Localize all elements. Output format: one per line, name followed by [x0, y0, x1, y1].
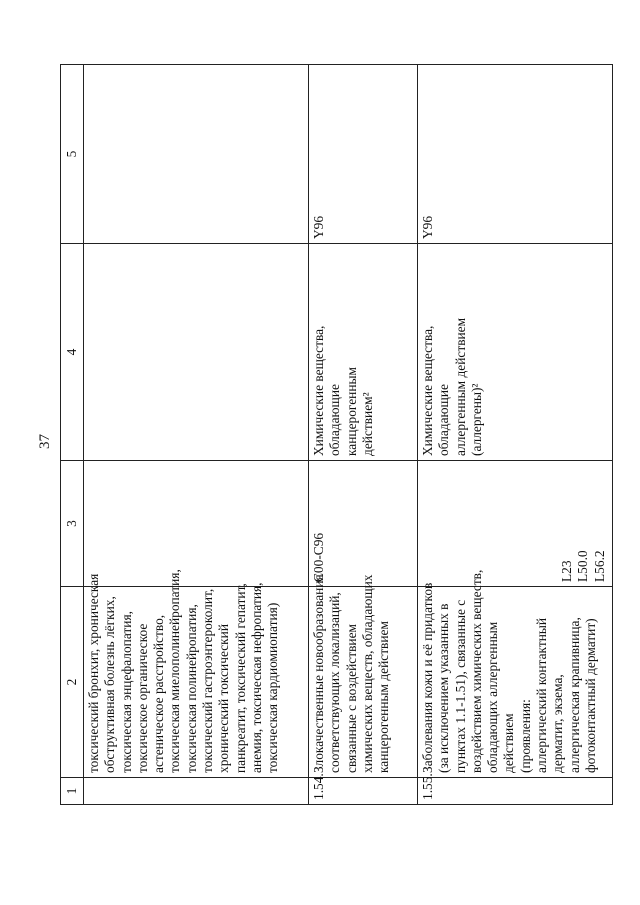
header-col-3: 3	[61, 461, 84, 587]
disease-line: соответствующих локализаций,	[327, 592, 343, 773]
factor-line: Химические вещества,	[311, 325, 326, 456]
disease-table	[60, 64, 613, 805]
disease-line: хронический токсический	[216, 623, 232, 773]
row-number-cell: 1.54.	[309, 778, 418, 805]
factor-cell	[309, 244, 418, 461]
disease-table-rotated	[60, 70, 607, 805]
icd-code: L56.2	[591, 550, 607, 582]
exposure-cell: Y96	[309, 65, 418, 244]
disease-cell	[309, 574, 418, 778]
code-cell	[418, 461, 613, 587]
factor-line: (аллергены)²	[468, 383, 484, 456]
disease-cell	[84, 569, 309, 778]
factor-line: Химические вещества,	[420, 325, 435, 456]
disease-line: аллергический контактный	[534, 617, 550, 773]
header-col-2: 2	[61, 587, 84, 778]
disease-line: Заболевания кожи и её придатков	[420, 582, 435, 773]
disease-line: аллергическая крапивница,	[566, 617, 582, 773]
row-number-cell	[84, 778, 309, 805]
disease-line: воздействием химических веществ,	[468, 569, 484, 773]
icd-code: L50.0	[575, 550, 591, 582]
disease-line: Злокачественные новообразования	[311, 574, 326, 773]
disease-line: токсическая кардиомиопатия)	[265, 602, 281, 773]
code-cell	[84, 461, 309, 587]
header-col-5: 5	[61, 65, 84, 244]
disease-line: (проявления:	[517, 699, 533, 773]
code-list	[559, 550, 608, 582]
disease-line: дерматит, экзема,	[550, 674, 566, 773]
disease-line: обладающих аллергенным	[485, 621, 501, 773]
header-row	[61, 65, 84, 805]
disease-line: токсический бронхит, хроническая	[86, 573, 101, 773]
icd-code: C00-C96	[311, 532, 326, 582]
factor-line: аллергенным действием	[452, 317, 468, 456]
page-number: 37	[37, 434, 53, 449]
exposure-cell: Y96	[418, 65, 613, 244]
disease-line: панкреатит, токсический гепатит,	[232, 583, 248, 773]
disease-line: токсический гастроэнтероколит,	[200, 588, 216, 773]
code-cell	[309, 461, 418, 587]
disease-line: токсическая энцефалопатия,	[118, 611, 134, 773]
header-col-4: 4	[61, 244, 84, 461]
table-row	[84, 65, 309, 805]
icd-code: L23	[559, 560, 575, 582]
disease-table-frame	[60, 70, 607, 805]
disease-line: (за исключением указанных в	[436, 603, 452, 773]
disease-line: фотоконтактный дерматит)	[582, 618, 598, 773]
disease-line: химических веществ, обладающих	[359, 574, 375, 773]
disease-line: канцерогенным действием	[376, 621, 392, 773]
header-col-1: 1	[61, 778, 84, 805]
row-number-cell: 1.55.	[418, 778, 613, 805]
disease-line: токсическая полинейропатия,	[183, 604, 199, 773]
code-stack	[420, 465, 610, 582]
disease-line: обструктивная болезнь лёгких,	[102, 596, 118, 773]
disease-line: действием	[501, 713, 517, 773]
disease-line: пунктах 1.1-1.51), связанные с	[452, 599, 468, 773]
disease-line: токсическая миелополинейропатия,	[167, 569, 183, 773]
factor-cell	[84, 244, 309, 461]
table-row	[418, 65, 613, 805]
disease-line: астеническое расстройство,	[151, 614, 167, 773]
factor-line: действием²	[359, 392, 375, 456]
disease-line: анемия, токсическая нефропатия,	[248, 582, 264, 773]
exposure-cell	[84, 65, 309, 244]
table-row	[309, 65, 418, 805]
factor-cell	[418, 244, 613, 461]
disease-line: связанные с воздействием	[343, 624, 359, 773]
disease-line: токсическое органическое	[134, 623, 150, 773]
factor-line: обладающие	[327, 384, 343, 456]
factor-line: обладающие	[436, 384, 452, 456]
factor-line: канцерогенным	[343, 367, 359, 456]
